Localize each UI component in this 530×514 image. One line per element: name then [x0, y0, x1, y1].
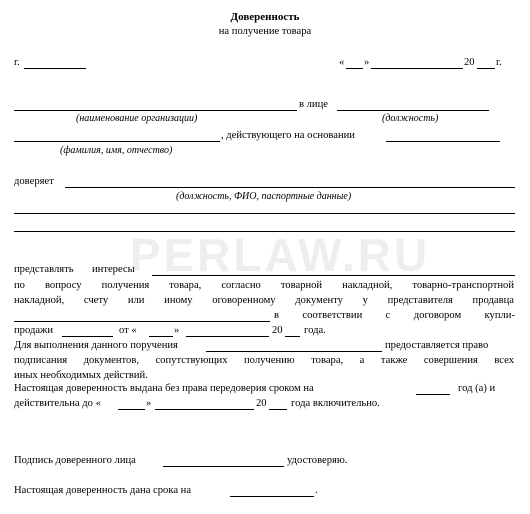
contract-year-prefix: 20: [272, 325, 283, 336]
valid-until-label: действительна до «: [14, 398, 101, 409]
trustee-field-2[interactable]: [14, 213, 515, 214]
year-prefix: 20: [464, 57, 475, 68]
issued-term-end: .: [315, 485, 318, 496]
valid-year-field[interactable]: [269, 409, 287, 410]
document-title: Доверенность: [230, 11, 300, 23]
contract-year-end: года.: [304, 325, 326, 336]
body-line-1: по вопросу получения товара, согласно товарной накладной, товарно-транспортной: [14, 280, 514, 291]
valid-close-quote: »: [146, 398, 152, 409]
body-line-5-right: предоставляется право: [385, 340, 489, 351]
valid-day-field[interactable]: [118, 409, 145, 410]
date-close-quote: »: [364, 57, 370, 68]
valid-year-end: года включительно.: [291, 398, 380, 409]
contract-month-field[interactable]: [186, 336, 269, 337]
interests-label: интересы: [92, 264, 135, 275]
trustee-field[interactable]: [65, 187, 515, 188]
contract-number-field[interactable]: [62, 336, 113, 337]
position-field[interactable]: [337, 110, 489, 111]
contract-from-label: от «: [119, 325, 137, 336]
valid-month-field[interactable]: [155, 409, 254, 410]
body-line-2: накладной, счету или иному оговоренному документу у представителя продавца: [14, 295, 514, 306]
organization-field[interactable]: [14, 110, 297, 111]
hint-trustee: (должность, ФИО, паспортные данные): [176, 191, 352, 202]
body-line-3: в соответствии с договором купли-: [274, 310, 515, 321]
seller-field[interactable]: [14, 321, 270, 322]
assignment-field[interactable]: [206, 351, 382, 352]
fio-field[interactable]: [14, 141, 220, 142]
contract-day-field[interactable]: [149, 336, 173, 337]
body-line-5-left: Для выполнения данного поручения: [14, 340, 178, 351]
acting-on-basis-label: , действующего на основании: [221, 130, 355, 141]
trustee-field-3[interactable]: [14, 231, 515, 232]
body-line-7: иных необходимых действий.: [14, 370, 148, 381]
basis-field[interactable]: [386, 141, 500, 142]
hint-position: (должность): [382, 113, 439, 124]
hint-organization: (наименование организации): [76, 113, 198, 124]
month-field[interactable]: [371, 68, 463, 69]
issued-term-field[interactable]: [230, 496, 314, 497]
watermark: PERLAW.RU: [129, 229, 431, 281]
body-line-8-right: год (а) и: [458, 383, 496, 394]
sale-label: продажи: [14, 325, 54, 336]
certify-label: удостоверяю.: [287, 455, 348, 466]
year-field[interactable]: [477, 68, 495, 69]
contract-year-field[interactable]: [285, 336, 300, 337]
signature-field[interactable]: [163, 466, 284, 467]
trusts-label: доверяет: [14, 176, 54, 187]
city-prefix: г.: [14, 57, 20, 68]
hint-fio: (фамилия, имя, отчество): [60, 145, 173, 156]
issued-term-label: Настоящая доверенность дана срока на: [14, 485, 192, 496]
day-field[interactable]: [346, 68, 363, 69]
year-suffix: г.: [496, 57, 502, 68]
body-line-6: подписания документов, сопутствующих получению товара, а также совершения всех: [14, 355, 514, 366]
represented-party-field[interactable]: [152, 275, 515, 276]
document-subtitle: на получение товара: [218, 26, 312, 37]
term-field[interactable]: [416, 394, 450, 395]
signature-label: Подпись доверенного лица: [14, 455, 136, 466]
date-open-quote: «: [339, 57, 345, 68]
in-person-label: в лице: [299, 99, 328, 110]
city-field[interactable]: [24, 68, 86, 69]
valid-year-prefix: 20: [256, 398, 267, 409]
body-line-8-left: Настоящая доверенность выдана без права передоверия сроком на: [14, 383, 314, 394]
contract-close-quote: »: [174, 325, 180, 336]
represent-label: представлять: [14, 264, 74, 275]
